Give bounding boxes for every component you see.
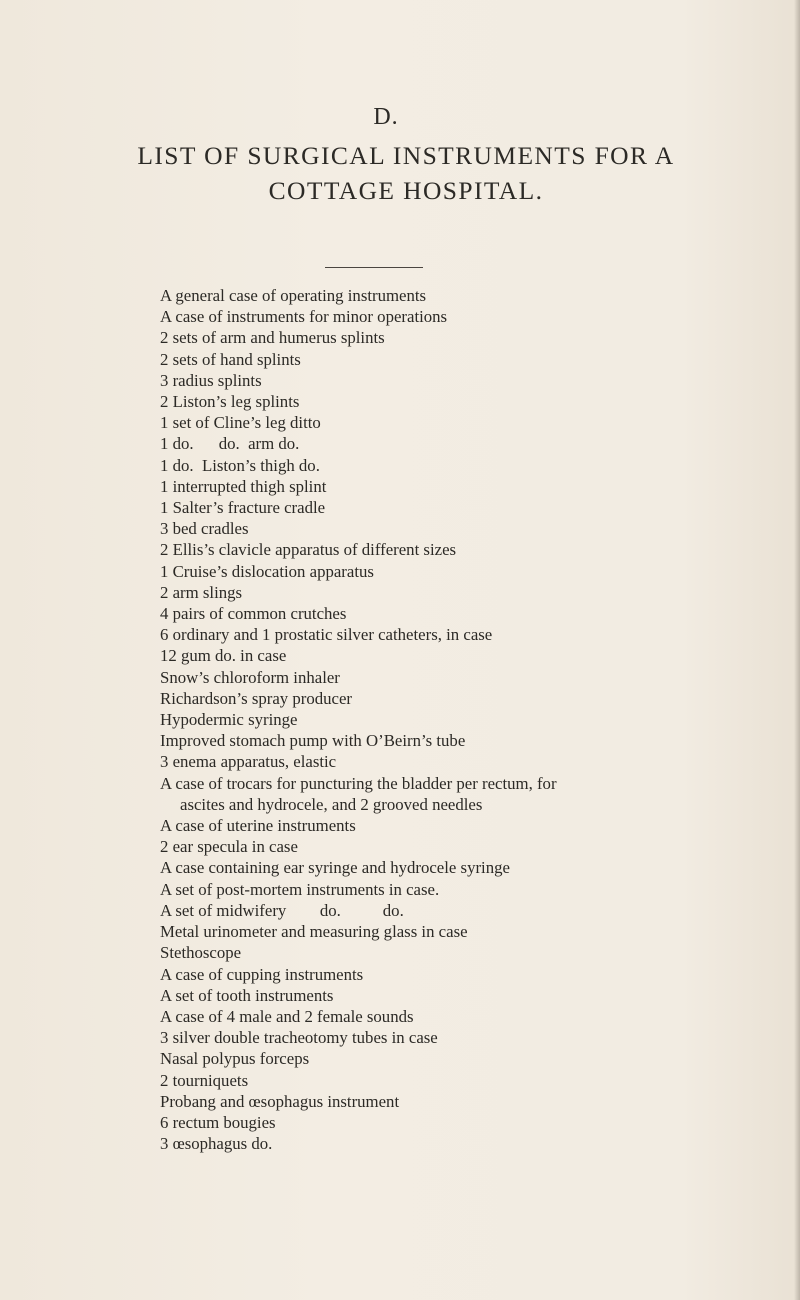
list-item: 6 ordinary and 1 prostatic silver catheters, in case xyxy=(160,625,493,645)
list-item: 1 Salter’s fracture cradle xyxy=(160,498,326,518)
list-item: A set of midwifery do. do. xyxy=(160,900,404,920)
list-item: Probang and œsophagus instrument xyxy=(160,1091,400,1111)
list-item: A case of cupping instruments xyxy=(160,964,364,984)
appendix-letter: D. xyxy=(373,104,399,130)
list-item: A set of tooth instruments xyxy=(160,985,334,1005)
list-item: A general case of operating instruments xyxy=(160,286,427,305)
list-item: 6 rectum bougies xyxy=(160,1112,276,1132)
list-item: 3 bed cradles xyxy=(160,519,249,539)
list-item: A case of uterine instruments xyxy=(160,816,356,836)
list-item: A case of instruments for minor operations xyxy=(160,307,448,327)
list-item: 3 radius splints xyxy=(160,370,262,390)
list-item: 3 enema apparatus, elastic xyxy=(160,752,337,772)
title-line-2: COTTAGE HOSPITAL. xyxy=(268,176,544,205)
list-item: 1 do. Liston’s thigh do. xyxy=(160,455,320,475)
instrument-list xyxy=(160,285,800,1154)
list-item: A set of post-mortem instruments in case. xyxy=(160,879,440,899)
list-item: A case containing ear syringe and hydrocele syringe xyxy=(160,858,510,878)
list-item: 2 ear specula in case xyxy=(160,837,298,857)
list-item: A case of 4 male and 2 female sounds xyxy=(160,1006,414,1026)
list-item: Metal urinometer and measuring glass in case xyxy=(160,922,468,942)
list-item: 1 interrupted thigh splint xyxy=(160,476,327,496)
list-item: 3 œsophagus do. xyxy=(160,1134,273,1154)
list-item: Improved stomach pump with O’Beirn’s tube xyxy=(160,731,466,751)
list-item: 12 gum do. in case xyxy=(160,646,287,666)
list-item: Snow’s chloroform inhaler xyxy=(160,667,340,687)
title-line-1: LIST OF SURGICAL INSTRUMENTS FOR A xyxy=(137,141,675,170)
list-item: A case of trocars for puncturing the bladder per rectum, for xyxy=(160,773,557,793)
page-title xyxy=(6,138,800,208)
list-item: 1 Cruise’s dislocation apparatus xyxy=(160,561,374,581)
list-item: Richardson’s spray producer xyxy=(160,688,353,708)
list-item: Hypodermic syringe xyxy=(160,710,298,730)
list-item: 4 pairs of common crutches xyxy=(160,604,347,624)
list-item: 2 sets of hand splints xyxy=(160,349,301,369)
list-item: Stethoscope xyxy=(160,943,242,963)
title-divider xyxy=(325,267,423,268)
list-item: 2 sets of arm and humerus splints xyxy=(160,328,385,348)
list-item: 2 arm slings xyxy=(160,582,243,602)
list-item: 2 tourniquets xyxy=(160,1070,249,1090)
list-item: 1 set of Cline’s leg ditto xyxy=(160,413,321,433)
list-item: 2 Liston’s leg splints xyxy=(160,392,300,412)
list-item: 2 Ellis’s clavicle apparatus of different sizes xyxy=(160,540,457,560)
list-item: 3 silver double tracheotomy tubes in case xyxy=(160,1028,438,1048)
list-item-continuation: ascites and hydrocele, and 2 grooved needles xyxy=(180,794,483,814)
list-item: 1 do. do. arm do. xyxy=(160,434,300,454)
list-item: Nasal polypus forceps xyxy=(160,1049,310,1069)
